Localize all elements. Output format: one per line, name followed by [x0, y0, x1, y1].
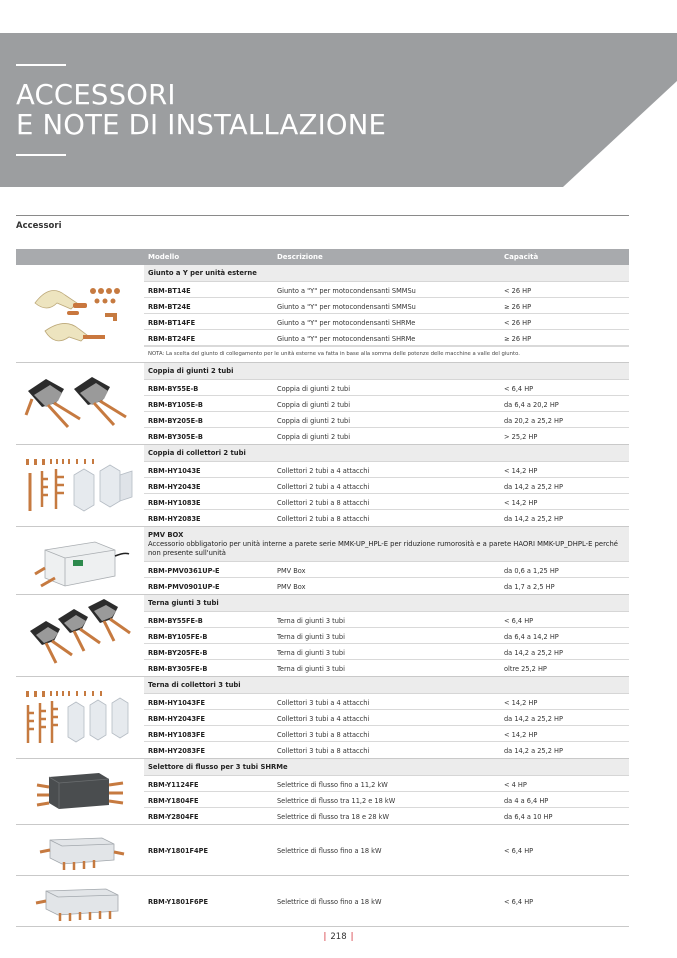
y-joint-image: [16, 265, 144, 361]
row-model: RBM-Y1801F6PE: [148, 898, 208, 906]
group-title: Coppia di giunti 2 tubi: [144, 363, 629, 380]
table-row: RBM-HY2043FE Collettori 3 tubi a 4 attacchi da 14,2 a 25,2 HP: [144, 710, 629, 726]
table-row: RBM-HY2043E Collettori 2 tubi a 4 attacchi da 14,2 a 25,2 HP: [144, 478, 629, 494]
table-row: RBM-BY305E-B Coppia di giunti 2 tubi > 25,2 HP: [148, 432, 538, 441]
table-row: RBM-BY55FE-B Terna di giunti 3 tubi < 6,4 HP: [144, 612, 629, 628]
page-number-text: 218: [330, 932, 347, 942]
group-title: [144, 527, 629, 562]
table-row: RBM-HY1083E Collettori 2 tubi a 8 attacchi < 14,2 HP: [144, 494, 629, 510]
table-row: RBM-HY2083E Collettori 2 tubi a 8 attacchi da 14,2 a 25,2 HP: [148, 514, 563, 523]
page-title-line1: ACCESSORI: [16, 79, 176, 111]
table-row: RBM-PMV0361UP-E PMV Box da 0,6 a 1,25 HP: [144, 562, 629, 578]
row-description: Selettrice di flusso fino a 18 kW: [277, 847, 382, 855]
group-note: NOTA: La scelta del giunto di collegamento per le unità esterne va fatta in base alla somma delle potenze delle macchine a valle del giunto.: [144, 346, 629, 362]
page-number-bar-right: |: [350, 932, 354, 942]
group-title: Selettore di flusso per 3 tubi SHRMe: [144, 759, 629, 776]
section-title: Accessori: [16, 221, 62, 231]
group-2pipe-headers: [16, 445, 629, 527]
table-row: RBM-HY1043E Collettori 2 tubi a 4 attacchi < 14,2 HP: [144, 462, 629, 478]
group-2pipe-joints: [16, 363, 629, 445]
3pipe-joints-image: [16, 595, 144, 676]
table-row: RBM-Y1804FE Selettrice di flusso tra 11,2 e 18 kW da 4 a 6,4 HP: [144, 792, 629, 808]
group-3pipe-joints: [16, 595, 629, 677]
table-header: [16, 249, 629, 265]
row-capacity: < 6,4 HP: [504, 847, 534, 855]
page-number-bar-left: |: [323, 932, 327, 942]
flow-selector-image: [16, 759, 144, 823]
page-title-line2: E NOTE DI INSTALLAZIONE: [16, 109, 387, 141]
group-title: Terna di collettori 3 tubi: [144, 677, 629, 694]
table-row: RBM-PMV0901UP-E PMV Box da 1,7 a 2,5 HP: [148, 582, 555, 591]
group-y-joint: [16, 265, 629, 363]
table-row: RBM-HY1083FE Collettori 3 tubi a 8 attacchi < 14,2 HP: [144, 726, 629, 742]
page-number: [0, 932, 677, 942]
table-row: RBM-BT24E Giunto a "Y" per motocondensanti SMMSu ≥ 26 HP: [144, 298, 629, 314]
header-capacity: Capacità: [504, 253, 539, 261]
table-row: RBM-BY55E-B Coppia di giunti 2 tubi < 6,4 HP: [144, 380, 629, 396]
3pipe-headers-image: [16, 677, 144, 758]
row-capacity: < 6,4 HP: [504, 898, 534, 906]
group-3pipe-headers: [16, 677, 629, 759]
header-model: Modello: [148, 253, 180, 261]
group-description: Accessorio obbligatorio per unità interne a parete serie MMK-UP_HPL-E per riduzione rumorosità e a parete HAORI MMK-UP_DHPL-E perché non presente sull'unità: [148, 540, 618, 557]
table-row: RBM-BY305FE-B Terna di giunti 3 tubi oltre 25,2 HP: [148, 664, 547, 673]
header-description: Descrizione: [277, 253, 323, 261]
group-flow-selector: [16, 759, 629, 825]
2pipe-headers-image: [16, 445, 144, 526]
table-row: RBM-BY205E-B Coppia di giunti 2 tubi da 20,2 a 25,2 HP: [144, 412, 629, 428]
page-title: [16, 80, 386, 140]
accessories-table: [16, 249, 629, 927]
table-row: RBM-Y1124FE Selettrice di flusso fino a 11,2 kW < 4 HP: [144, 776, 629, 792]
group-title: Coppia di collettori 2 tubi: [144, 445, 629, 462]
table-row: RBM-BY105E-B Coppia di giunti 2 tubi da 6,4 a 20,2 HP: [144, 396, 629, 412]
banner-rule-bottom: [16, 154, 66, 156]
table-row: [16, 825, 629, 876]
section-divider: [16, 215, 629, 216]
table-row: [16, 876, 629, 927]
table-row: RBM-BT14E Giunto a "Y" per motocondensanti SMMSu < 26 HP: [144, 282, 629, 298]
group-title: Giunto a Y per unità esterne: [144, 265, 629, 282]
table-row: RBM-Y2804FE Selettrice di flusso tra 18 e 28 kW da 6,4 a 10 HP: [148, 812, 553, 821]
header-banner: [0, 33, 677, 187]
table-row: RBM-BT14FE Giunto a "Y" per motocondensanti SHRMe < 26 HP: [144, 314, 629, 330]
table-row: RBM-BY205FE-B Terna di giunti 3 tubi da 14,2 a 25,2 HP: [144, 644, 629, 660]
flow-selector-4port-image: [16, 825, 144, 876]
table-row: RBM-HY2083FE Collettori 3 tubi a 8 attacchi da 14,2 a 25,2 HP: [148, 746, 563, 755]
group-title: Terna giunti 3 tubi: [144, 595, 629, 612]
row-model: RBM-Y1801F4PE: [148, 847, 208, 855]
group-pmv-box: [16, 527, 629, 595]
2pipe-joints-image: [16, 363, 144, 444]
table-row: RBM-BT24FE Giunto a "Y" per motocondensanti SHRMe ≥ 26 HP: [144, 330, 629, 346]
pmv-box-image: [16, 527, 144, 601]
row-description: Selettrice di flusso fino a 18 kW: [277, 898, 382, 906]
table-row: RBM-HY1043FE Collettori 3 tubi a 4 attacchi < 14,2 HP: [144, 694, 629, 710]
group-title-text: PMV BOX: [148, 531, 184, 539]
banner-rule-top: [16, 64, 66, 66]
table-row: RBM-BY105FE-B Terna di giunti 3 tubi da 6,4 a 14,2 HP: [144, 628, 629, 644]
flow-selector-6port-image: [16, 876, 144, 927]
